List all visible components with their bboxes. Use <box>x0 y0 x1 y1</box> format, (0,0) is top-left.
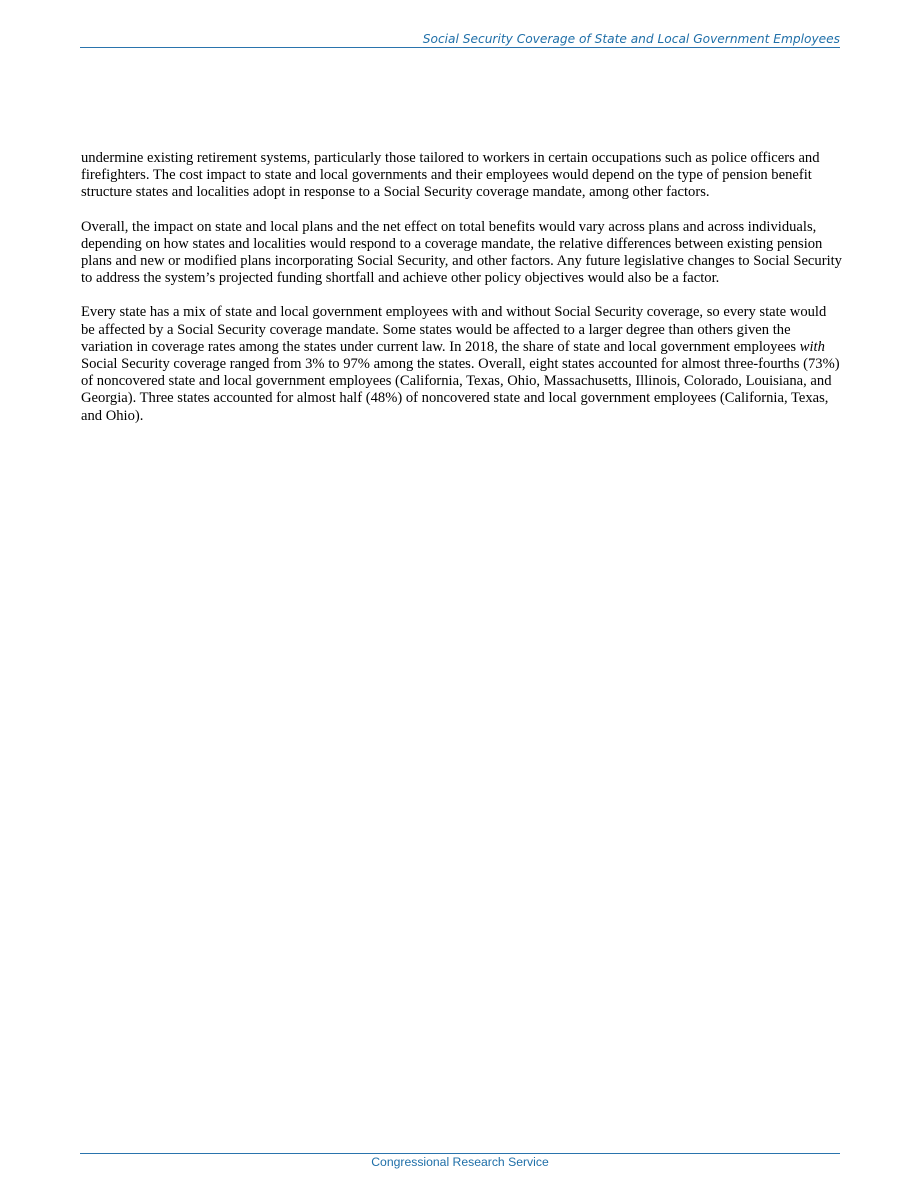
paragraph-text: Every state has a mix of state and local government employees with and without Social Security coverage, so every state would be affected by a Social Security coverage mandate. Some states would be affected to a larger degree than others given the variation in coverage rates among the states under current law. In 2018, the share of state and local government employees <box>81 304 827 355</box>
emphasized-word: with <box>799 338 825 355</box>
running-header-title: Social Security Coverage of State and Local Government Employees <box>422 32 840 46</box>
footer-divider <box>80 1153 840 1154</box>
document-body <box>81 150 843 442</box>
paragraph-text: Social Security coverage ranged from 3% to 97% among the states. Overall, eight states accounted for almost three-fourths (73%) of noncovered state and local government employees (California, Texas, Ohio, Massachusetts, Illinois, Colorado, Louisiana, and Georgia). Three states accounted for almost half (48%) of noncovered state and local government employees (California, Texas, and Ohio). <box>81 356 840 424</box>
body-paragraph: undermine existing retirement systems, particularly those tailored to workers in certain occupations such as police officers and firefighters. The cost impact to state and local governments and their employees would depend on the type of pension benefit structure states and localities adopt in response to a Social Security coverage mandate, among other factors. <box>81 150 820 201</box>
header-divider <box>80 47 840 48</box>
body-paragraph <box>81 304 843 424</box>
body-paragraph: Overall, the impact on state and local plans and the net effect on total benefits would vary across plans and across individuals, depending on how states and localities would respond to a coverage mandate, the relative differences between existing pension plans and new or modified plans incorporating Social Security, and other factors. Any future legislative changes to Social Security to address the system’s projected funding shortfall and achieve other policy objectives would also be a factor. <box>81 218 842 287</box>
footer-publisher: Congressional Research Service <box>371 1155 549 1169</box>
